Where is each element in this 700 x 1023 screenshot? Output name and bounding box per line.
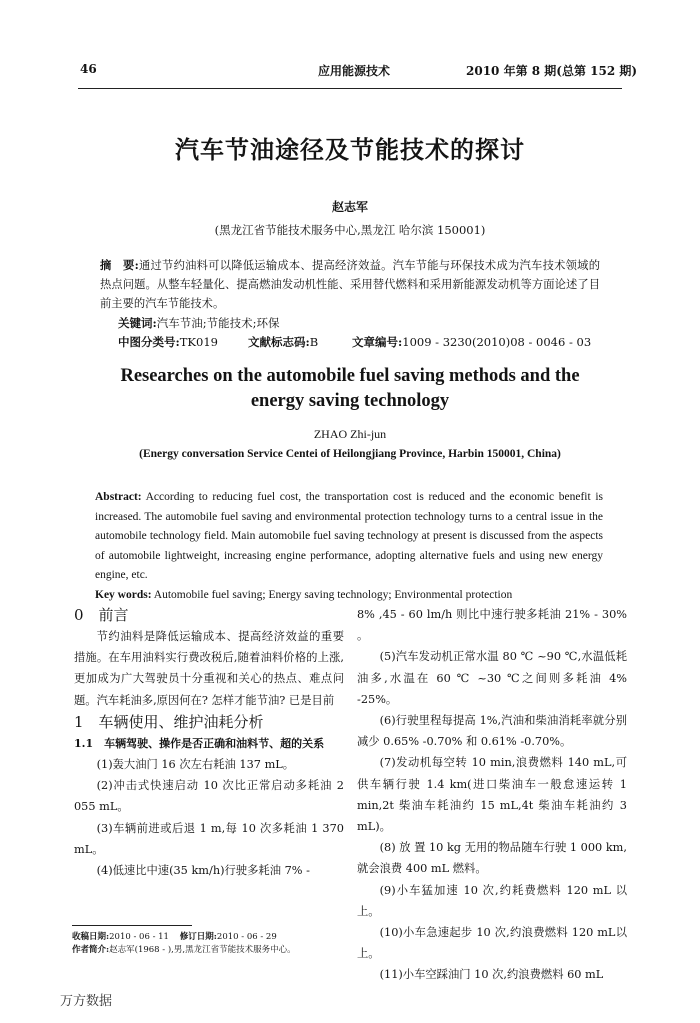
issue-info: 2010 年第 8 期(总第 152 期) [466, 64, 638, 78]
received-label: 收稿日期: [72, 932, 110, 942]
author-en: ZHAO Zhi-jun [313, 427, 387, 441]
item-1: (1)轰大油门 16 次左右耗油 137 mL。 [96, 758, 295, 772]
keywords-cn-text: 汽车节油;节能技术;环保 [156, 316, 280, 330]
article-value: 1009 - 3230(2010)08 - 0046 - 03 [402, 335, 592, 349]
affiliation-cn: (黑龙江省节能技术服务中心,黑龙江 哈尔滨 150001) [214, 223, 486, 237]
footnote-rule [72, 925, 192, 926]
right-column [357, 604, 627, 986]
watermark: 万方数据 [60, 994, 113, 1009]
subsection-1-1: 1.1 车辆驾驶、操作是否正确和油料节、超的关系 [74, 736, 325, 750]
doc-value: B [309, 335, 319, 349]
page-number: 46 [80, 62, 97, 76]
affiliation-en: (Energy conversation Service Centei of Heilongjiang Province, Harbin 150001, China) [139, 448, 561, 460]
abstract-en-label: Abstract: [95, 491, 142, 503]
item-10: (10)小车急速起步 10 次,约浪费燃料 120 mL以上。 [357, 926, 627, 961]
abstract-cn-label: 摘 要: [100, 258, 139, 272]
section-0-para: 节约油料是降低运输成本、提高经济效益的重要措施。在车用油料实行费改税后,随着油料价格的上涨,更加成为广大驾驶员十分重视和关心的热点、难点问题。汽车耗油多,原因何在? 怎样才能节油? 已是目前 [74, 630, 344, 707]
keywords-en-text: Automobile fuel saving; Energy saving technology; Environmental protection [151, 588, 513, 601]
footnote-bio [72, 944, 342, 957]
abstract-en-text: According to reducing fuel cost, the transportation cost is reduced and the economic benefit is increased. The automobile fuel saving and environmental protection technology turns to a central issue in the automobile technology field. Main automobile fuel saving technology at present is discussed from the aspects of automobile lightweight, increasing engine performance, adopting alternative fuels and using new energy engine, etc. [95, 491, 603, 582]
item-4: (4)低速比中速(35 km/h)行驶多耗油 7% - [96, 864, 310, 878]
revised-date: 2010 - 06 - 29 [216, 932, 277, 942]
clc-label: 中图分类号: [118, 335, 180, 349]
title-en-line1: Researches on the automobile fuel saving methods and the [120, 366, 580, 386]
title-en [0, 364, 700, 414]
revised-label: 修订日期: [179, 932, 217, 942]
keywords-cn-label: 关键词: [118, 316, 157, 330]
section-0-title: 0 前言 [74, 606, 129, 624]
item-5: (5)汽车发动机正常水温 80 ℃ ~90 ℃,水温低耗油多,水温在 60 ℃ ~30 ℃之间则多耗油 4% -25%。 [357, 650, 627, 706]
article-number [352, 334, 591, 350]
title-cn: 汽车节油途径及节能技术的探讨 [175, 135, 525, 164]
item-3: (3)车辆前进或后退 1 m,每 10 次多耗油 1 370 mL。 [74, 821, 344, 856]
journal-name: 应用能源技术 [318, 64, 391, 78]
doc-code [248, 334, 318, 350]
item-11: (11)小车空踩油门 10 次,约浪费燃料 60 mL [379, 968, 604, 982]
title-en-line2: energy saving technology [250, 391, 450, 411]
bio-text: 赵志军(1968 - ),男,黑龙江省节能技术服务中心。 [109, 945, 296, 955]
clc-value: TK019 [179, 335, 218, 349]
abstract-en [95, 488, 603, 606]
footnote-dates [72, 931, 342, 944]
item-4-continued: 8% ,45 - 60 lm/h 则比中速行驶多耗油 21% - 30% 。 [357, 608, 627, 643]
item-9: (9)小车猛加速 10 次,约耗费燃料 120 mL 以上。 [357, 883, 627, 918]
section-1-title: 1 车辆使用、维护油耗分析 [74, 712, 264, 731]
item-2: (2)冲击式快速启动 10 次比正常启动多耗油 2 055 mL。 [74, 779, 344, 814]
article-label: 文章编号: [352, 335, 403, 349]
keywords-cn [118, 315, 280, 331]
author-cn: 赵志军 [331, 200, 368, 214]
left-column [74, 604, 344, 881]
received-date: 2010 - 06 - 11 [109, 932, 169, 942]
footnote [72, 931, 342, 957]
doc-label: 文献标志码: [248, 335, 310, 349]
bio-label: 作者简介: [72, 945, 110, 955]
item-7: (7)发动机每空转 10 min,浪费燃料 140 mL,可供车辆行驶 1.4 km(进口柴油车一般怠速运转 1 min,2t 柴油车耗油约 15 mL,4t 柴油车耗油约 3 mL)。 [357, 756, 627, 834]
item-8: (8) 放 置 10 kg 无用的物品随车行驶 1 000 km,就会浪费 400 mL 燃料。 [357, 841, 627, 876]
classification-line [118, 334, 218, 350]
item-6: (6)行驶里程每提高 1%,汽油和柴油消耗率就分别减少 0.65% -0.70% 和 0.61% -0.70%。 [357, 714, 627, 749]
header-rule [78, 88, 622, 89]
abstract-cn-text: 通过节约油料可以降低运输成本、提高经济效益。汽车节能与环保技术成为汽车技术领域的热点问题。从整车轻量化、提高燃油发动机性能、采用替代燃料和采用新能源发动机等方面论述了目前主要的汽车节能技术。 [100, 259, 600, 310]
keywords-en-label: Key words: [95, 588, 152, 601]
abstract-cn [100, 256, 600, 313]
